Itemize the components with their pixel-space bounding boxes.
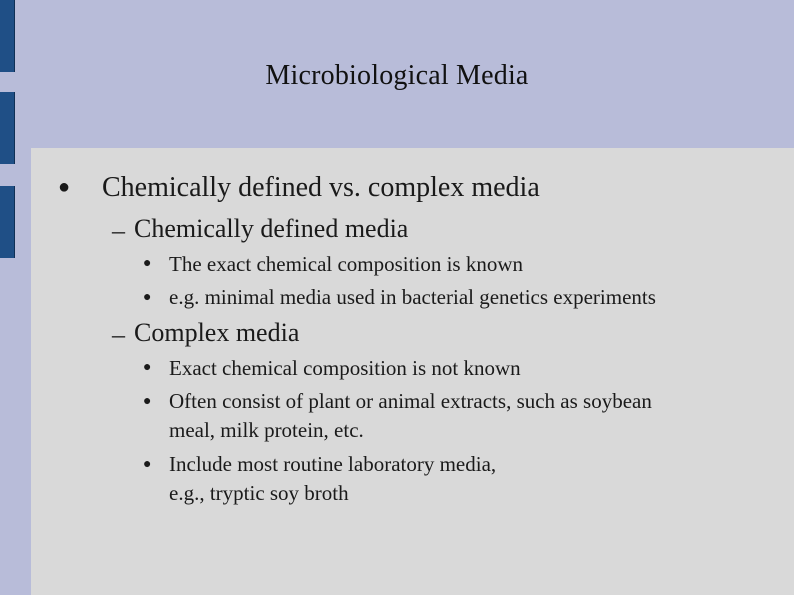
section-heading-complex: Complex media	[134, 318, 300, 347]
item-bullet: ●	[143, 394, 152, 409]
list-item-continuation: meal, milk protein, etc.	[169, 418, 364, 442]
list-item: e.g. minimal media used in bacterial genetics experiments	[169, 285, 656, 309]
section-dash: –	[112, 320, 125, 349]
decor-bar-bottom	[0, 186, 15, 258]
level1-text: Chemically defined vs. complex media	[102, 172, 540, 203]
item-bullet: ●	[143, 360, 152, 375]
section-heading-defined: Chemically defined media	[134, 214, 409, 243]
item-bullet: ●	[143, 256, 152, 271]
list-item: Exact chemical composition is not known	[169, 356, 521, 380]
item-bullet: ●	[143, 290, 152, 305]
list-item-continuation: e.g., tryptic soy broth	[169, 481, 349, 505]
list-item: Include most routine laboratory media,	[169, 452, 497, 476]
item-bullet: ●	[143, 457, 152, 472]
slide-title: Microbiological Media	[265, 60, 529, 91]
list-item: The exact chemical composition is known	[169, 252, 523, 276]
section-dash: –	[112, 216, 125, 245]
decor-bar-middle	[0, 92, 15, 164]
level1-bullet: ●	[58, 176, 71, 198]
list-item: Often consist of plant or animal extracts, such as soybean	[169, 389, 652, 413]
